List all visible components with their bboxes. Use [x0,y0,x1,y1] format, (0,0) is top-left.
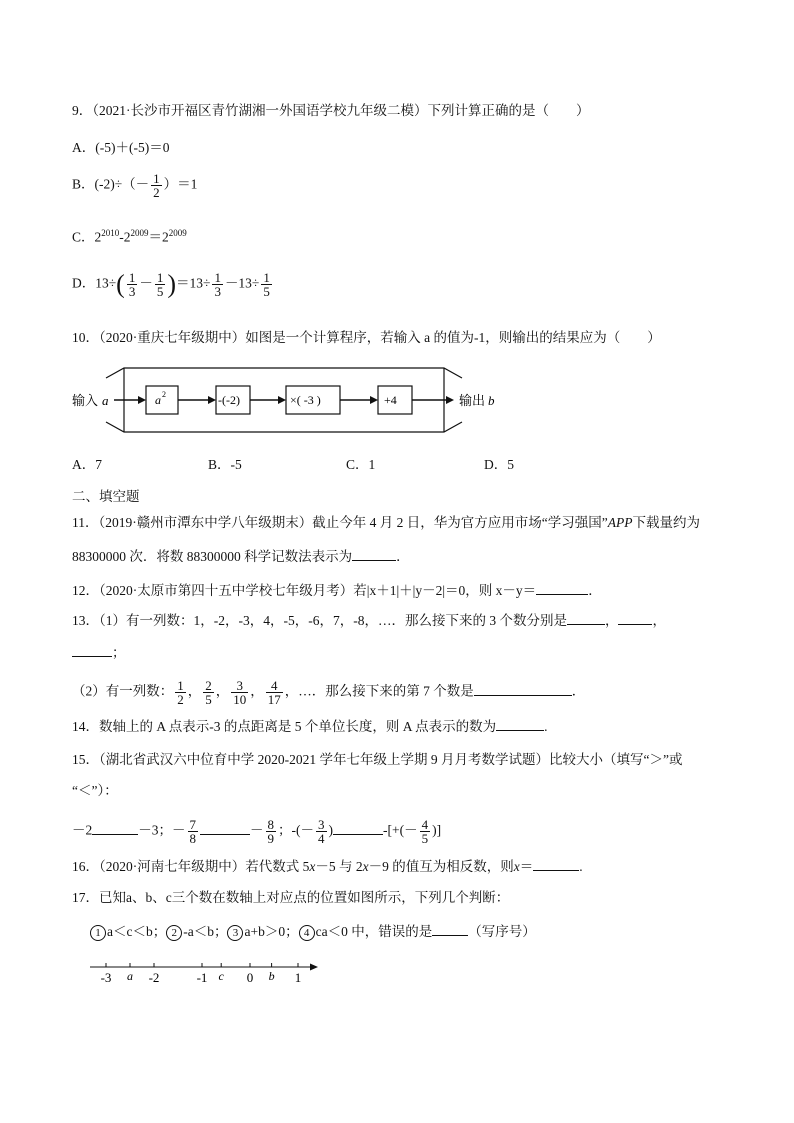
axis-tick-label: -2 [148,970,160,985]
flow-box3-text: ×( -3 ) [290,393,321,407]
q10-stem: 10．（2020·重庆七年级期中）如图是一个计算程序，若输入 a 的值为-1，则输出的结果应为（ ） [72,330,661,345]
flow-output-label: 输出 [459,393,486,408]
point-c-label: c [218,969,224,983]
q11-line2: 88300000 次．将数 88300000 科学记数法表示为 ． [72,549,410,564]
q13-blank-4[interactable] [474,683,572,696]
axis-tick-label: -3 [100,970,112,985]
flow-box4-text: +4 [384,393,397,407]
axis-tick-label: 0 [246,970,254,985]
q14: 14．数轴上的 A 点表示-3 的点距离是 5 个单位长度，则 A 点表示的数为 . [72,719,548,734]
q12: 12．（2020·太原市第四十五中学校七年级月考）若|x＋1|＋|y－2|＝0，则 x－y＝ ． [72,583,602,598]
q15-comparisons: －2 －3；－ $\frac{7}{8}$ － $\frac{8}{9}$ ；-(－ $\frac{3}{4}$ ) -[+(－ $\frac{4}{5}$ )] [72,817,442,846]
q13-blank-3[interactable] [72,644,112,657]
q11-line1: 11．（2019·赣州市潭东中学八年级期末）截止今年 4 月 2 日，华为官方应用市场“学习强国”APP下载量约为 [72,515,700,530]
q10-option-a[interactable]: A．7 [72,457,102,472]
q9-option-c[interactable]: C．$2^{2010}-2^{2009}=2^{2009}$ [72,228,187,245]
q13-part2: （2）有一列数： $\frac{1}{2}$ ， $\frac{2}{5}$ ， $\frac{3}{10}$ ， $\frac{4}{17}$ ，…．那么接下来的第 7 个数是 ． [72,678,586,707]
section-heading: 二、填空题 [72,489,140,504]
q10-flowchart [66,360,526,440]
flow-output-var: b [488,393,495,408]
flow-input-label: 输入 [72,393,99,408]
q9-option-a[interactable]: A．(-5)＋(-5)＝0 [72,140,170,155]
q15-line1: 15．（湖北省武汉六中位育中学 2020-2021 学年七年级上学期 9 月月考数学试题）比较大小（填写“＞”或 [72,752,683,767]
q9-option-b[interactable]: B．(-2)÷（－ $\frac{1}{2}$ ）＝1 [72,171,198,200]
flow-input-var: a [102,393,109,408]
q15-blank-2[interactable] [200,822,250,835]
point-a-label: a [127,969,133,983]
q17-stem: 17．已知a、b、c三个数在数轴上对应点的位置如图所示，下列几个判断： [72,890,510,905]
q9-option-d[interactable]: D．13÷( $\frac{1}{3}$ － $\frac{1}{5}$ )＝13÷ $\frac{1}{3}$ －13÷ $\frac{1}{5}$ [72,269,270,299]
q10-option-d[interactable]: D．5 [484,457,514,472]
fraction-half: $\frac{1}{2}$ [153,171,160,200]
axis-tick-label: -1 [196,970,208,985]
q13-blank-2[interactable] [618,612,652,625]
q14-answer-blank[interactable] [496,718,544,731]
axis-tick-label: 1 [294,970,302,985]
q11-answer-blank[interactable] [352,548,396,561]
q16: 16．（2020·河南七年级期中）若代数式 5x－5 与 2x－9 的值互为相反数，则x＝ . [72,859,583,874]
q15-line2: “＜”）： [72,783,118,798]
q10-option-c[interactable]: C．1 [346,457,376,472]
q15-blank-3[interactable] [333,822,383,835]
flow-box1-base: a [155,393,161,407]
q17-number-line [86,958,322,988]
q10-option-b[interactable]: B．-5 [208,457,242,472]
flow-box1-exp: 2 [162,390,166,399]
q13-blank-1[interactable] [567,612,605,625]
q9-stem: 9．（2021·长沙市开福区青竹湖湘一外国语学校九年级二模）下列计算正确的是（ ） [72,103,590,118]
q15-blank-1[interactable] [92,822,138,835]
q17-judgements: 1 a＜c＜b； 2 -a＜b； 3 a+b＞0； 4 ca＜0 中，错误的是 （写序号） [90,923,536,941]
q12-answer-blank[interactable] [536,582,588,595]
flow-box2-text: -(-2) [218,393,240,407]
q13-part1-cont: ； [72,644,126,662]
q13-part1: 13．（1）有一列数：1，-2，-3，4，-5，-6，7，-8，…．那么接下来的 3 个数分别是 ， ， [72,613,666,628]
q16-answer-blank[interactable] [533,858,579,871]
point-b-label: b [268,969,275,983]
q17-answer-blank[interactable] [432,923,468,936]
